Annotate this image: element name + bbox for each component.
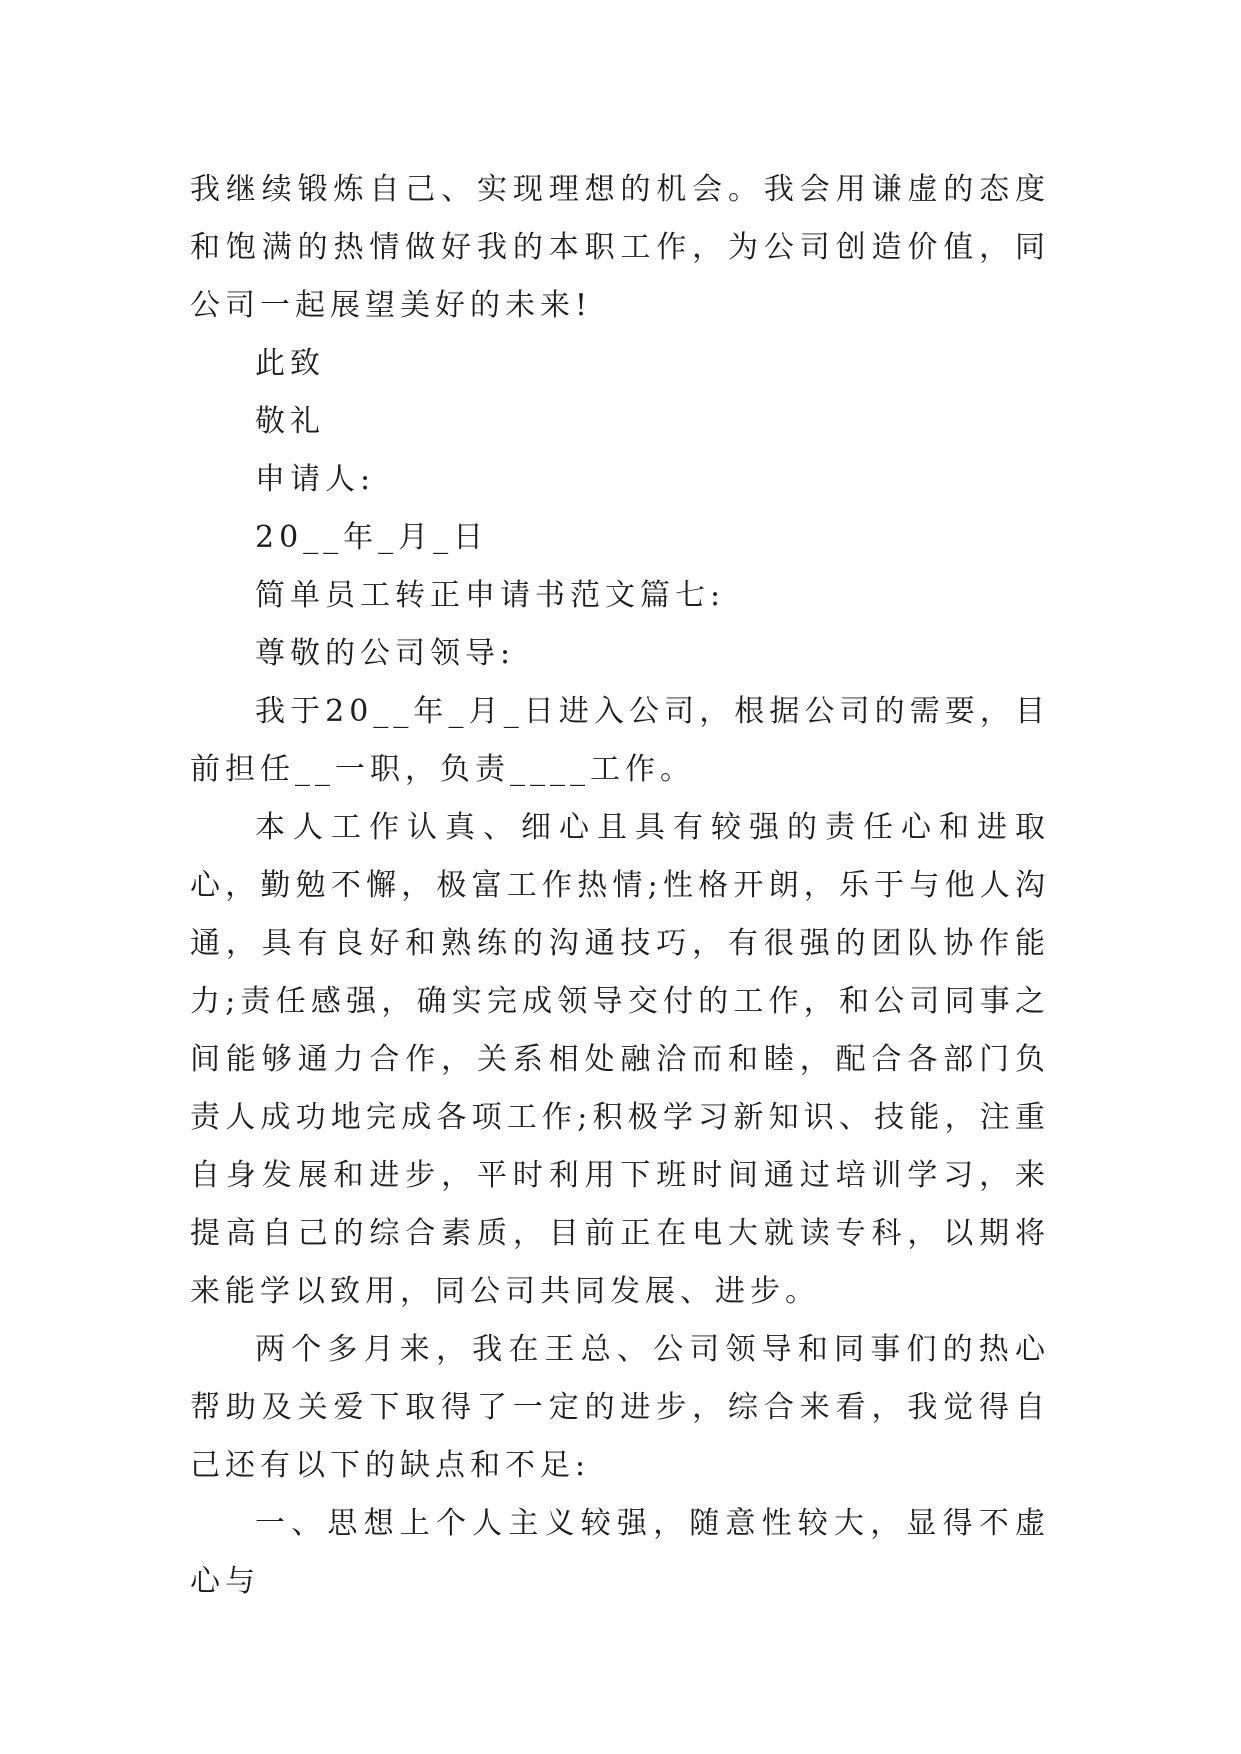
closing-salutation: 此致 [255,346,325,381]
applicant-label: 申请人: [255,462,376,497]
document-body [190,161,1050,1611]
date-line: 20__年_月_日 [255,520,489,555]
paragraph-shortcomings-intro: 两个多月来，我在王总、公司领导和同事们的热心帮助及关爱下取得了一定的进步，综合来看，我觉得自己还有以下的缺点和不足: [190,1332,1050,1483]
section-heading: 简单员工转正申请书范文篇七: [255,578,726,613]
greeting: 尊敬的公司领导: [255,636,516,671]
paragraph-self-assessment: 本人工作认真、细心且具有较强的责任心和进取心，勤勉不懈，极富工作热情;性格开朗，乐于与他人沟通，具有良好和熟练的沟通技巧，有很强的团队协作能力;责任感强，确实完成领导交付的工作，和公司同事之间能够通力合作，关系相处融洽而和睦，配合各部门负责人成功地完成各项工作;积极学习新知识、技能，注重自身发展和进步，平时利用下班时间通过培训学习，来提高自己的综合素质，目前正在电大就读专科，以期将来能学以致用，同公司共同发展、进步。 [190,810,1050,1309]
paragraph-intro: 我于20__年_月_日进入公司，根据公司的需要，目前担任__一职，负责____工作。 [190,694,1050,787]
closing-regards: 敬礼 [255,404,325,439]
paragraph-continuation: 我继续锻炼自己、实现理想的机会。我会用谦虚的态度和饱满的热情做好我的本职工作，为公司创造价值，同公司一起展望美好的未来! [190,172,1050,323]
paragraph-shortcoming-one: 一、思想上个人主义较强，随意性较大，显得不虚心与 [190,1506,1050,1599]
